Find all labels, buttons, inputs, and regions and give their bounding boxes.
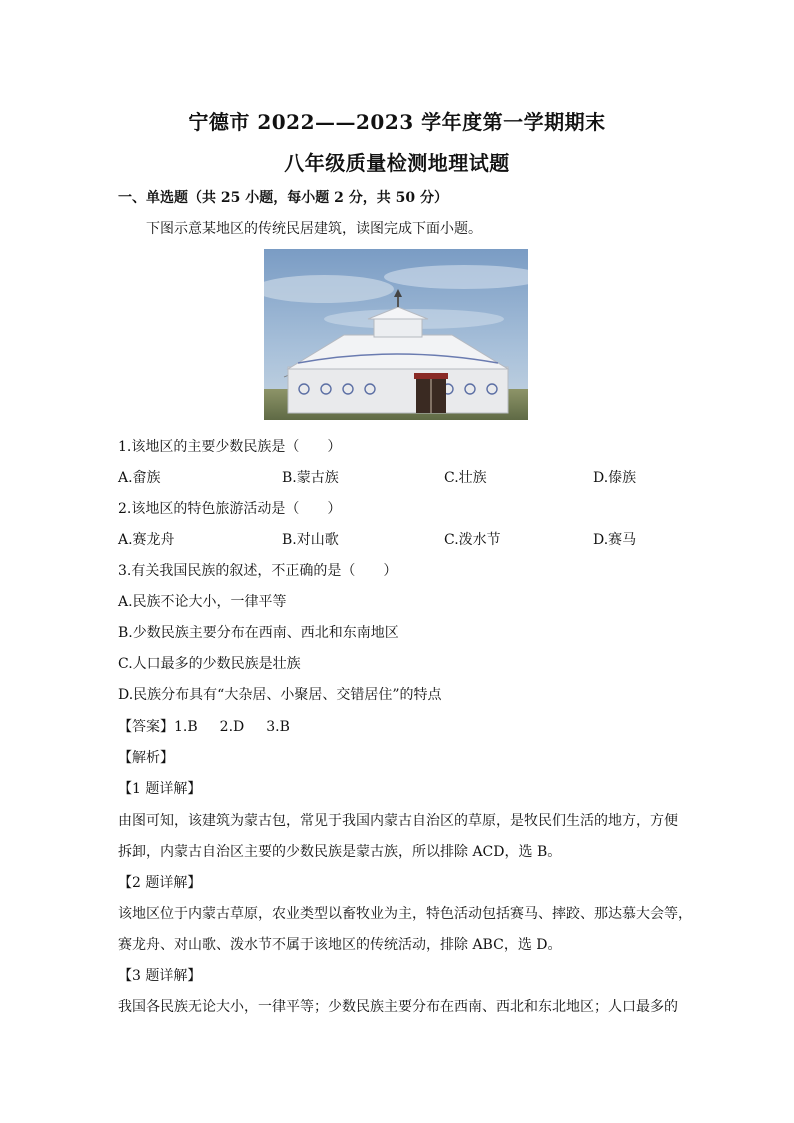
answer-item-3: 3.B bbox=[266, 719, 290, 735]
question-1-option-b: B.蒙古族 bbox=[282, 470, 339, 486]
exam-title: 宁德市 2022——2023 学年度第一学期期末 bbox=[188, 110, 606, 134]
detail-3-label: 【3 题详解】 bbox=[118, 968, 202, 984]
question-1-stem: 1.该地区的主要少数民族是（ ） bbox=[118, 439, 342, 455]
detail-1-line-1: 由图可知，该建筑为蒙古包，常见于我国内蒙古自治区的草原，是牧民们生活的地方，方便 bbox=[118, 813, 678, 829]
yurt-photo bbox=[264, 249, 528, 420]
exam-subtitle: 八年级质量检测地理试题 bbox=[284, 151, 510, 175]
detail-1-label: 【1 题详解】 bbox=[118, 781, 202, 797]
question-2-option-a: A.赛龙舟 bbox=[118, 532, 175, 548]
question-3-stem: 3.有关我国民族的叙述，不正确的是（ ） bbox=[118, 563, 398, 579]
question-1-option-d: D.傣族 bbox=[593, 470, 637, 486]
section-heading: 一、单选题（共 25 小题，每小题 2 分，共 50 分） bbox=[118, 190, 448, 206]
detail-2-line-1: 该地区位于内蒙古草原，农业类型以畜牧业为主，特色活动包括赛马、摔跤、那达慕大会等， bbox=[118, 906, 692, 922]
question-2-option-b: B.对山歌 bbox=[282, 532, 339, 548]
answer-line bbox=[118, 716, 678, 736]
question-3-option-b: B.少数民族主要分布在西南、西北和东南地区 bbox=[118, 625, 399, 641]
question-2-option-d: D.赛马 bbox=[593, 532, 637, 548]
question-2-stem: 2.该地区的特色旅游活动是（ ） bbox=[118, 501, 342, 517]
section-intro: 下图示意某地区的传统民居建筑，读图完成下面小题。 bbox=[146, 221, 482, 237]
answer-label: 【答案】 bbox=[118, 719, 174, 735]
answer-item-2: 2.D bbox=[219, 719, 245, 735]
question-1-option-a: A.畲族 bbox=[118, 470, 161, 486]
answer-item-1: 1.B bbox=[174, 719, 198, 735]
detail-2-label: 【2 题详解】 bbox=[118, 875, 202, 891]
detail-2-line-2: 赛龙舟、对山歌、泼水节不属于该地区的传统活动，排除 ABC，选 D。 bbox=[118, 937, 562, 953]
question-3-option-d: D.民族分布具有“大杂居、小聚居、交错居住”的特点 bbox=[118, 687, 442, 703]
question-3-option-c: C.人口最多的少数民族是壮族 bbox=[118, 656, 301, 672]
question-1-option-c: C.壮族 bbox=[444, 470, 487, 486]
question-2-option-c: C.泼水节 bbox=[444, 532, 501, 548]
detail-3-line-1: 我国各民族无论大小，一律平等；少数民族主要分布在西南、西北和东北地区；人口最多的 bbox=[118, 999, 678, 1015]
analysis-label: 【解析】 bbox=[118, 750, 174, 766]
detail-1-line-2: 拆卸，内蒙古自治区主要的少数民族是蒙古族，所以排除 ACD，选 B。 bbox=[118, 844, 562, 860]
question-3-option-a: A.民族不论大小，一律平等 bbox=[118, 594, 287, 610]
